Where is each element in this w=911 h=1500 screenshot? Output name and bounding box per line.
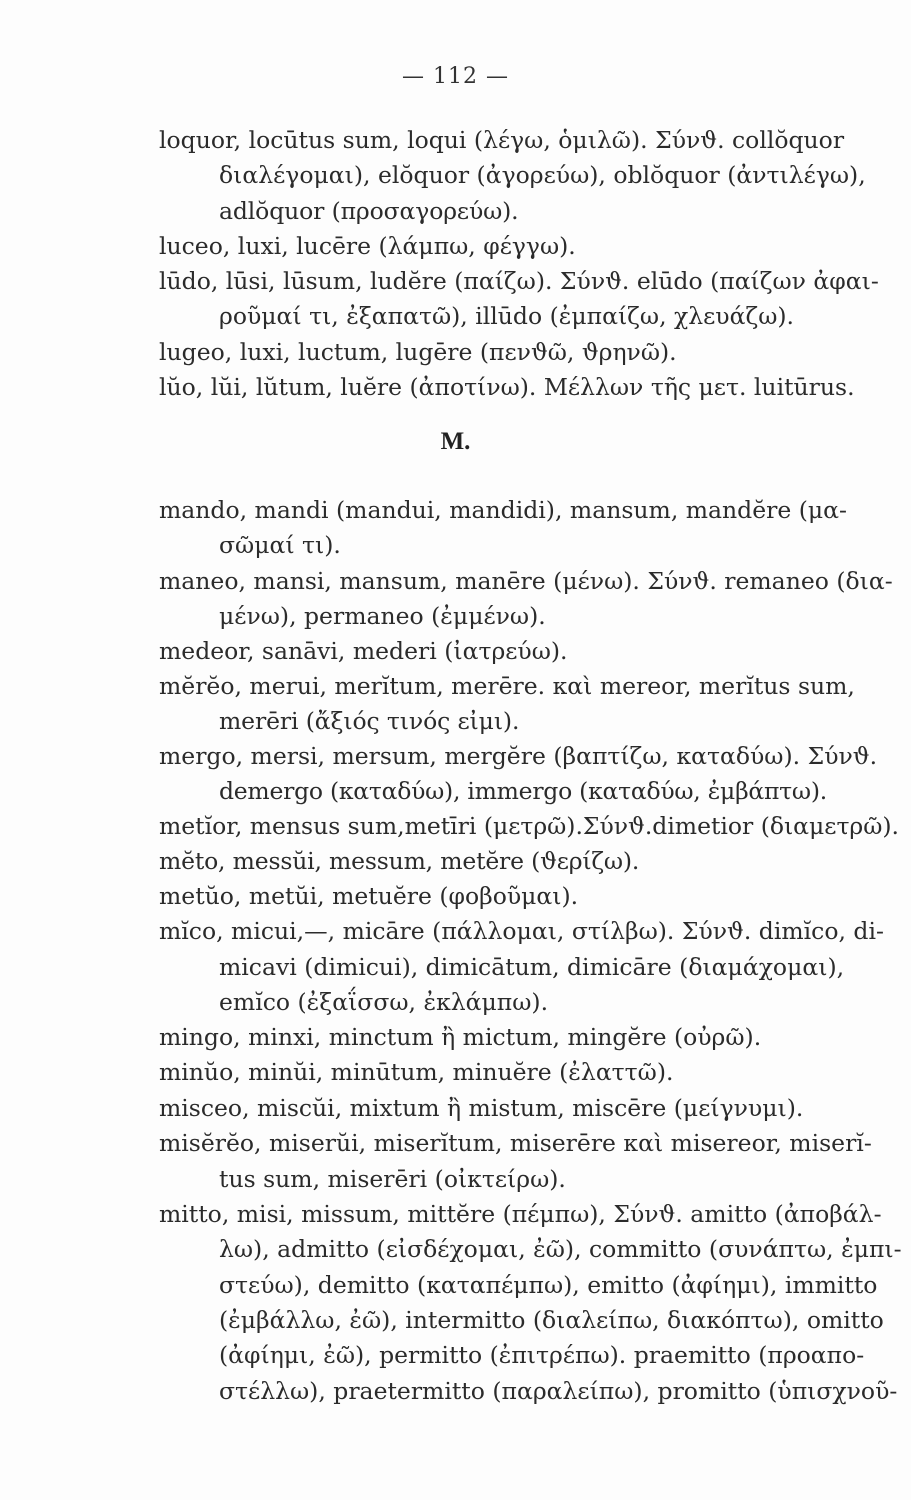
text-line: luceo, luxi, lucēre (λάμπω, φέγγω). [159,232,576,260]
text-line: loquor, locūtus sum, loqui (λέγω, ὁμιλῶ). Σύνϑ. collŏquor [159,126,845,154]
text-line: lugeo, luxi, luctum, lugēre (πενϑῶ, ϑρηνῶ). [159,338,677,366]
text-line: maneo, mansi, mansum, manēre (μένω). Σύνϑ. remaneo (δια- [159,567,893,595]
text-line: mitto, misi, missum, mittĕre (πέμπω), Σύνϑ. amitto (ἀποβάλ- [159,1200,882,1228]
text-line: minŭo, minŭi, minūtum, minuĕre (ἐλαττῶ). [159,1058,674,1086]
text-line: emĭco (ἐξαΐσσω, ἐκλάμπω). [219,988,549,1016]
text-line: (ἀφίημι, ἐῶ), permitto (ἐπιτρέπω). praemitto (προαπο- [219,1341,865,1369]
text-line: mergo, mersi, mersum, mergĕre (βαπτίζω, καταδύω). Σύνϑ. [159,742,878,770]
text-line: misĕrĕo, miserŭi, miserĭtum, miserēre καὶ misereor, miserĭ- [159,1129,872,1157]
text-line: στέλλω), praetermitto (παραλείπω), promitto (ὑπισχνοῦ- [219,1377,898,1405]
text-line: misceo, miscŭi, mixtum ἢ mistum, miscēre (μείγνυμι). [159,1094,804,1122]
text-line: mĕrĕo, merui, merĭtum, merēre. καὶ mereor, merĭtus sum, [159,672,855,700]
text-line: (ἐμβάλλω, ἐῶ), intermitto (διαλείπω, διακόπτω), omitto [219,1306,884,1334]
page-number: — 112 — [402,64,509,89]
text-line: mingo, minxi, minctum ἢ mictum, mingĕre (οὐρῶ). [159,1023,762,1051]
text-line: μένω), permaneo (ἐμμένω). [219,602,546,630]
text-line: mando, mandi (mandui, mandidi), mansum, mandĕre (μα- [159,496,847,524]
text-line: metĭor, mensus sum,metīri (μετρῶ).Σύνϑ.dimetior (διαμετρῶ). [159,812,899,840]
text-line: lūdo, lūsi, lūsum, ludĕre (παίζω). Σύνϑ. elūdo (παίζων ἀφαι- [159,267,879,295]
text-line: mĭco, micui,—, micāre (πάλλομαι, στίλβω). Σύνϑ. dimĭco, di- [159,917,884,945]
text-line: tus sum, miserēri (οἰκτείρω). [219,1165,566,1193]
section-heading: M. [440,428,471,455]
text-line: lŭo, lŭi, lŭtum, luĕre (ἀποτίνω). Μέλλων τῆς μετ. luitūrus. [159,373,855,401]
text-line: διαλέγομαι), elŏquor (ἀγορεύω), oblŏquor (ἀντιλέγω), [219,161,866,189]
text-line: σῶμαί τι). [219,531,341,559]
text-line: adlŏquor (προσαγορεύω). [219,197,519,225]
text-line: medeor, sanāvi, mederi (ἰατρεύω). [159,637,568,665]
text-line: λω), admitto (εἰσδέχομαι, ἐῶ), committo (συνάπτω, ἐμπι- [219,1235,902,1263]
text-line: micavi (dimicui), dimicātum, dimicāre (διαμάχομαι), [219,953,845,981]
text-line: metŭo, metŭi, metuĕre (φοβοῦμαι). [159,882,579,910]
text-line: στεύω), demitto (καταπέμπω), emitto (ἀφίημι), immitto [219,1271,878,1299]
text-line: merēri (ἄξιός τινός εἰμι). [219,707,520,735]
text-line: ροῦμαί τι, ἐξαπατῶ), illūdo (ἐμπαίζω, χλευάζω). [219,302,795,330]
text-line: mĕto, messŭi, messum, metĕre (ϑερίζω). [159,847,640,875]
text-line: demergo (καταδύω), immergo (καταδύω, ἐμβάπτω). [219,777,827,805]
